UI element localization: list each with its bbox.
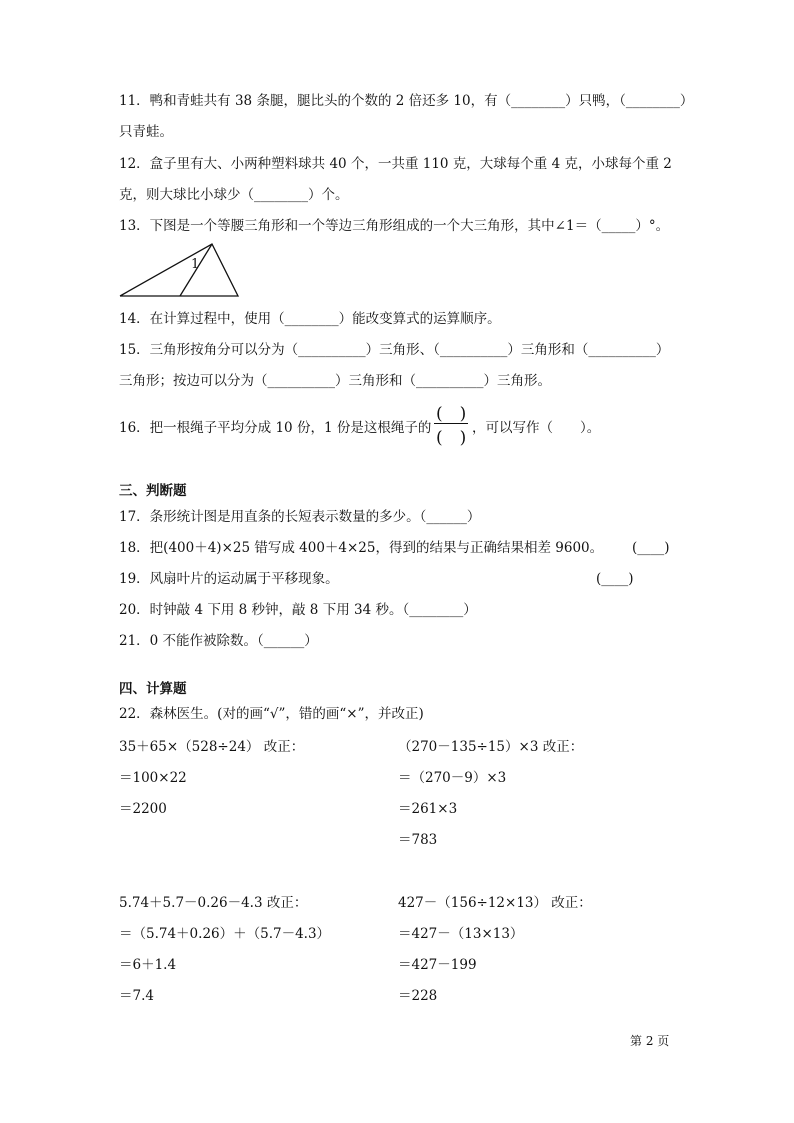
question-22: 22．森林医生。(对的画“√”，错的画“×”，并改正): [119, 706, 424, 722]
question-20: 20．时钟敲 4 下用 8 秒钟，敲 8 下用 34 秒。（________）: [119, 602, 477, 618]
calc-b-line4: ＝783: [398, 832, 438, 848]
question-18-blank: (____): [632, 540, 670, 556]
question-16-after: ，可以写作（ ）。: [472, 420, 601, 436]
fraction-blank: [432, 399, 472, 449]
calc-d-line3: ＝427－199: [398, 957, 477, 973]
calc-c-line2: ＝（5.74＋0.26）＋（5.7－4.3）: [119, 926, 331, 942]
calc-a-line2: ＝100×22: [119, 770, 187, 786]
calc-b-line2: ＝（270－9）×3: [398, 770, 507, 786]
fraction-denominator-blank: ( ): [436, 428, 467, 448]
section-heading-calc: 四、计算题: [119, 681, 187, 697]
question-15-line2: 三角形；按边可以分为（__________）三角形和（__________）三角形。: [119, 373, 551, 389]
question-21: 21．0 不能作被除数。（______）: [119, 633, 318, 649]
section-heading-judge: 三、判断题: [119, 483, 187, 499]
calc-d-line1: 427－（156÷12×13） 改正：: [398, 895, 592, 911]
calc-d-line4: ＝228: [398, 988, 438, 1004]
calc-b-line3: ＝261×3: [398, 801, 458, 817]
calc-a-line3: ＝2200: [119, 801, 167, 817]
question-11-line2: 只青蛙。: [119, 124, 173, 140]
fraction-numerator-blank: ( ): [436, 404, 467, 424]
calc-b-line1: （270－135÷15）×3 改正：: [398, 739, 584, 755]
question-19: 19．风扇叶片的运动属于平移现象。: [119, 571, 339, 587]
angle-1-label: 1: [191, 257, 200, 272]
triangle-figure: [118, 241, 242, 299]
calc-c-line4: ＝7.4: [119, 988, 154, 1004]
question-11-line1: 11．鸭和青蛙共有 38 条腿，腿比头的个数的 2 倍还多 10，有（________）只鸭，（________）: [119, 93, 694, 109]
question-14: 14．在计算过程中，使用（________）能改变算式的运算顺序。: [119, 311, 501, 327]
question-15-line1: 15．三角形按角分可以分为（__________）三角形、（__________）三角形和（__________）: [119, 342, 670, 358]
calc-c-line1: 5.74＋5.7－0.26－4.3 改正：: [119, 895, 308, 911]
calc-d-line2: ＝427－（13×13）: [398, 926, 524, 942]
question-13: 13．下图是一个等腰三角形和一个等边三角形组成的一个大三角形，其中∠1＝（_____）°。: [119, 218, 670, 234]
question-16-before: 16．把一根绳子平均分成 10 份，1 份是这根绳子的: [119, 420, 432, 436]
calc-a-line1: 35＋65×（528÷24） 改正：: [119, 739, 305, 755]
question-17: 17．条形统计图是用直条的长短表示数量的多少。（______）: [119, 509, 481, 525]
question-18: 18．把(400＋4)×25 错写成 400＋4×25，得到的结果与正确结果相差 9600。: [119, 540, 604, 556]
question-12-line1: 12．盒子里有大、小两种塑料球共 40 个，一共重 110 克，大球每个重 4 克，小球每个重 2: [119, 156, 672, 172]
question-19-blank: (____): [596, 571, 634, 587]
question-12-line2: 克，则大球比小球少（________）个。: [119, 187, 349, 203]
calc-c-line3: ＝6＋1.4: [119, 957, 177, 973]
page-number: 第 2 页: [630, 1034, 670, 1048]
large-triangle-outline: [120, 244, 238, 296]
